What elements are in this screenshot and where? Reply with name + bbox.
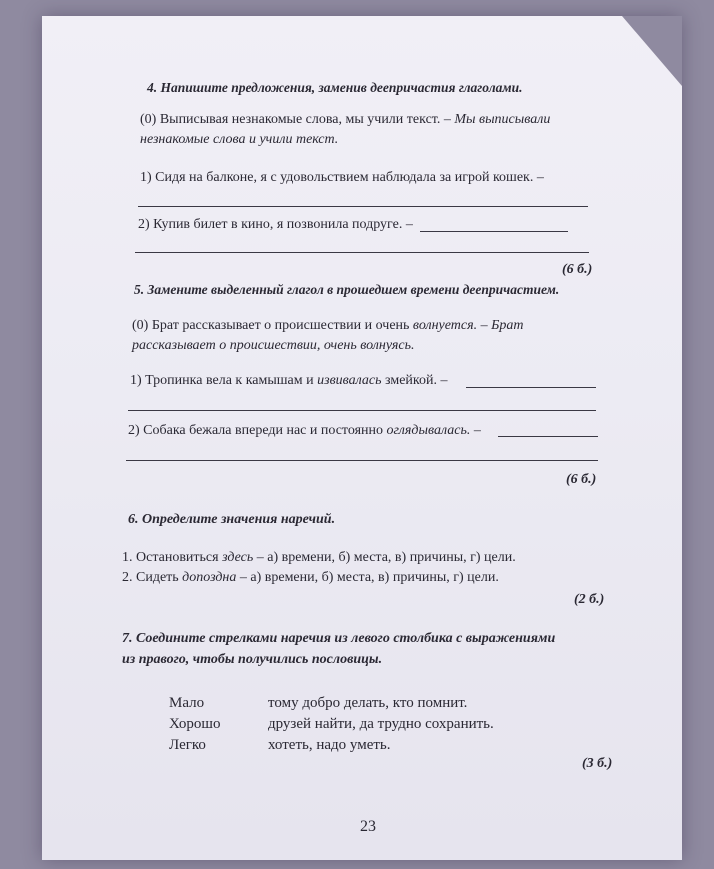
task5-item1-verb: извивалась bbox=[317, 373, 382, 388]
folded-corner bbox=[622, 16, 682, 86]
task4-item1-answer-line[interactable] bbox=[138, 206, 588, 207]
task5-item2-verb: оглядывалась. bbox=[386, 423, 471, 438]
task5-item2-tail: – bbox=[473, 423, 481, 438]
task6-item2-adverb: допоздна bbox=[182, 570, 237, 585]
task7-score: (3 б.) bbox=[582, 756, 613, 771]
task6-item1-plain: 1. Остановиться bbox=[122, 550, 219, 565]
task5-item1-answer-line-inline[interactable] bbox=[466, 387, 596, 388]
task4-example-plain: (0) Выписывая незнакомые слова, мы учили текст. – bbox=[140, 112, 451, 127]
task6-score: (2 б.) bbox=[574, 592, 605, 607]
task5-item1-plain: 1) Тропинка вела к камышам и bbox=[130, 373, 314, 388]
task6-item1-adverb: здесь bbox=[222, 550, 254, 565]
task5-example-answer-start: – Брат bbox=[480, 318, 524, 333]
task6-item2 bbox=[122, 570, 499, 586]
task5-example-line1 bbox=[132, 318, 523, 334]
task6-item1-options: – а) времени, б) места, в) причины, г) цели. bbox=[256, 550, 516, 565]
task5-item1-answer-line[interactable] bbox=[128, 410, 596, 411]
task5-example-verb: волнуется. bbox=[412, 318, 478, 333]
task4-title: 4. Напишите предложения, заменив деепричастия глаголами. bbox=[147, 80, 523, 95]
task7-title-line1: 7. Соедините стрелками наречия из левого столбика с выражениями bbox=[122, 631, 556, 646]
task6-item2-plain: 2. Сидеть bbox=[122, 570, 179, 585]
right-phrase[interactable]: хотеть, надо уметь. bbox=[268, 737, 391, 753]
task4-example-line1 bbox=[140, 112, 550, 128]
task5-item1 bbox=[130, 373, 448, 389]
left-adverb[interactable]: Мало bbox=[169, 695, 205, 711]
task4-item2-answer-line[interactable] bbox=[135, 252, 589, 253]
right-phrase[interactable]: друзей найти, да трудно сохранить. bbox=[268, 716, 494, 732]
task5-item1-tail: змейкой. – bbox=[385, 373, 448, 388]
task5-item2-answer-line[interactable] bbox=[126, 460, 598, 461]
task4-item1: 1) Сидя на балконе, я с удовольствием наблюдала за игрой кошек. – bbox=[140, 170, 544, 185]
left-adverb[interactable]: Хорошо bbox=[169, 716, 221, 732]
task4-score: (6 б.) bbox=[562, 262, 593, 277]
task7-title-line2: из правого, чтобы получились пословицы. bbox=[122, 652, 383, 667]
task5-item2-answer-line-inline[interactable] bbox=[498, 436, 598, 437]
task6-item1 bbox=[122, 550, 516, 566]
task4-example-answer-start: Мы выписывали bbox=[454, 112, 551, 127]
task5-item2-plain: 2) Собака бежала впереди нас и постоянно bbox=[128, 423, 384, 438]
task6-item2-options: – а) времени, б) места, в) причины, г) цели. bbox=[239, 570, 499, 585]
page-number: 23 bbox=[360, 818, 376, 835]
task6-title: 6. Определите значения наречий. bbox=[128, 512, 336, 527]
task5-title: 5. Замените выделенный глагол в прошедшем времени деепричастием. bbox=[134, 282, 560, 297]
task4-item2-answer-line-inline[interactable] bbox=[420, 231, 568, 232]
right-phrase[interactable]: тому добро делать, кто помнит. bbox=[268, 695, 468, 711]
task5-example-answer-end: рассказывает о происшествии, очень волнуясь. bbox=[132, 338, 415, 353]
task4-item2: 2) Купив билет в кино, я позвонила подруге. – bbox=[138, 217, 413, 232]
task5-item2 bbox=[128, 423, 481, 439]
task5-score: (6 б.) bbox=[566, 472, 597, 487]
task5-example-plain: (0) Брат рассказывает о происшествии и очень bbox=[132, 318, 410, 333]
left-adverb[interactable]: Легко bbox=[169, 737, 206, 753]
task4-example-answer-end: незнакомые слова и учили текст. bbox=[140, 132, 339, 147]
